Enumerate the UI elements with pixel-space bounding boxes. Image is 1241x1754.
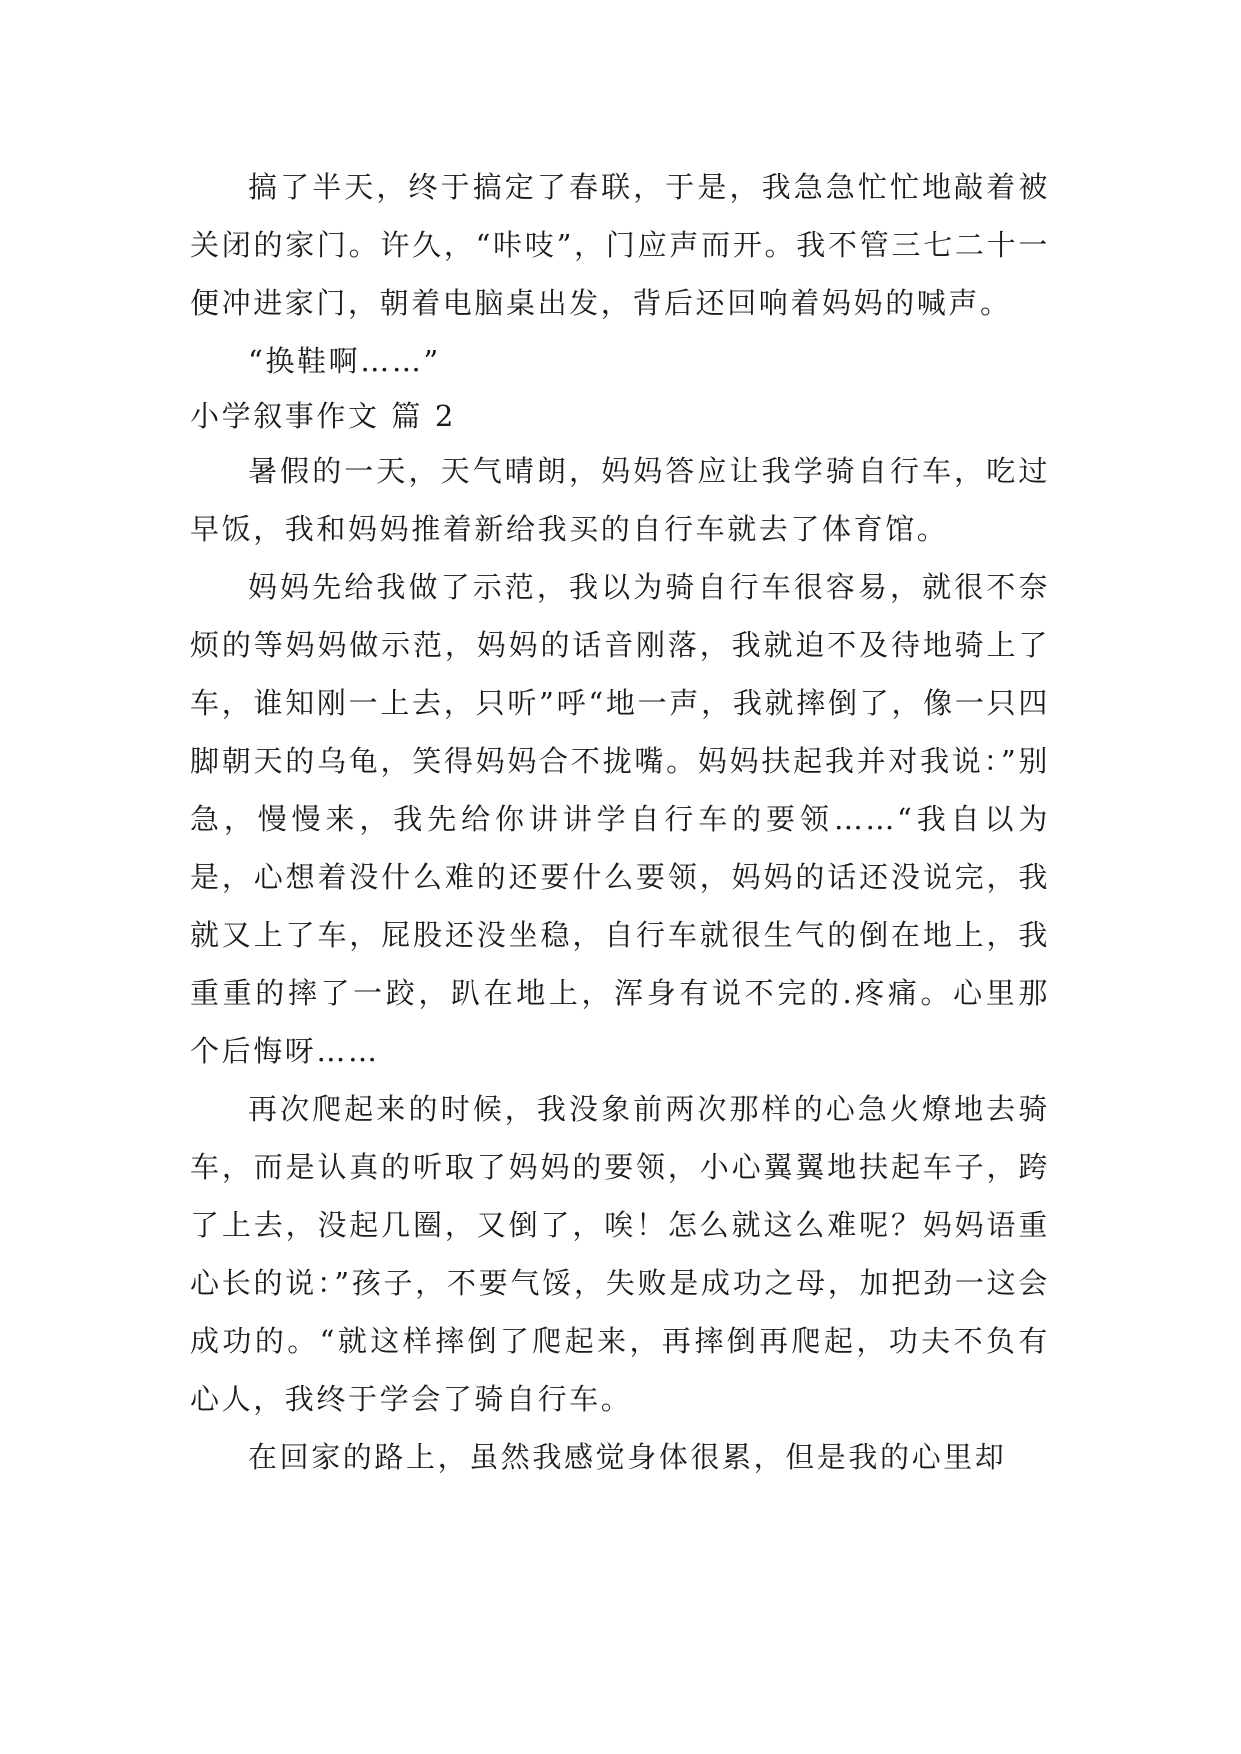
- paragraph-first-attempt: 妈妈先给我做了示范，我以为骑自行车很容易，就很不奈烦的等妈妈做示范，妈妈的话音刚落，我就迫不及待地骑上了车，谁知刚一上去，只听”呼“地一声，我就摔倒了，像一只四脚朝天的乌龟，笑得妈妈合不拢嘴。妈妈扶起我并对我说：”别急，慢慢来，我先给你讲讲学自行车的要领……“我自以为是，心想着没什么难的还要什么要领，妈妈的话还没说完，我就又上了车，屁股还没坐稳，自行车就很生气的倒在地上，我重重的摔了一跤，趴在地上，浑身有说不完的.疼痛。心里那个后悔呀……: [190, 570, 1050, 1068]
- paragraph-second-attempt: 再次爬起来的时候，我没象前两次那样的心急火燎地去骑车，而是认真的听取了妈妈的要领，小心翼翼地扶起车子，跨了上去，没起几圈，又倒了，唉！怎么就这么难呢？妈妈语重心长的说：”孩子，不要气馁，失败是成功之母，加把劲一这会成功的。“就这样摔倒了爬起来，再摔倒再爬起，功夫不负有心人，我终于学会了骑自行车。: [190, 1092, 1050, 1416]
- section-title: 小学叙事作文 篇 2: [190, 399, 456, 433]
- paragraph-way-home: 在回家的路上，虽然我感觉身体很累，但是我的心里却: [248, 1440, 1007, 1474]
- document-body: [190, 158, 1050, 1486]
- paragraph-change-shoes: “换鞋啊……”: [248, 344, 441, 378]
- paragraph-summer-day: 暑假的一天，天气晴朗，妈妈答应让我学骑自行车，吃过早饭，我和妈妈推着新给我买的自行车就去了体育馆。: [190, 454, 1050, 546]
- paragraph-door: 搞了半天，终于搞定了春联，于是，我急急忙忙地敲着被关闭的家门。许久，“咔吱”，门应声而开。我不管三七二十一便冲进家门，朝着电脑桌出发，背后还回响着妈妈的喊声。: [190, 170, 1050, 320]
